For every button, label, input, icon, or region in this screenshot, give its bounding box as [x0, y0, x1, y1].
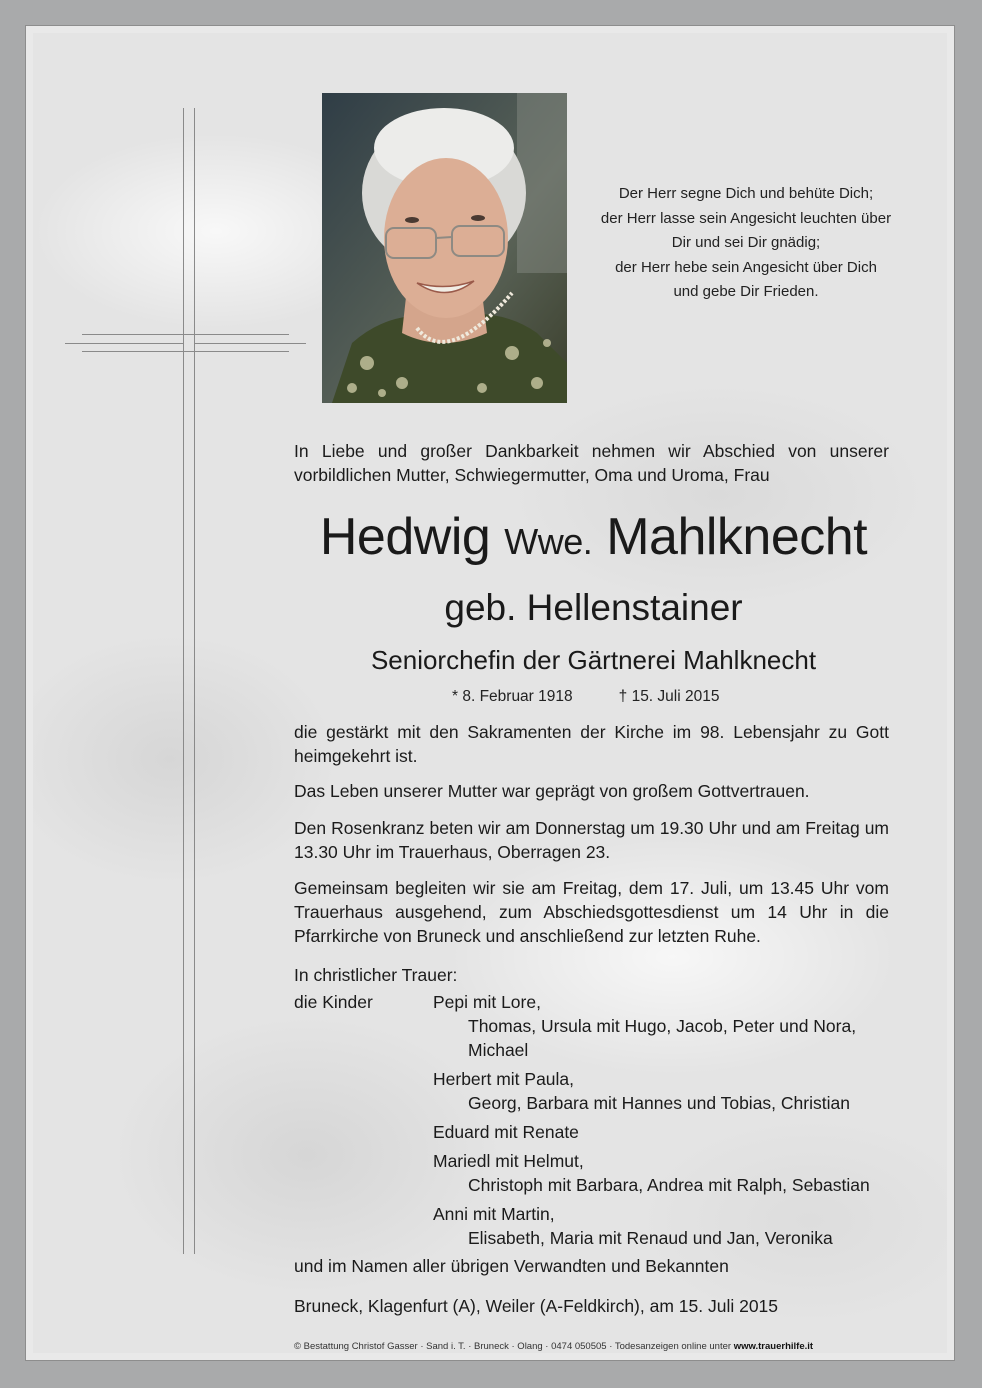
child-entry: Mariedl mit Helmut,: [433, 1151, 584, 1171]
grandchildren-entry: Thomas, Ursula mit Hugo, Jacob, Peter und Nora,: [468, 1016, 857, 1036]
paragraph-4: [294, 876, 889, 948]
grandchildren-entry: Christoph mit Barbara, Andrea mit Ralph, Sebastian: [468, 1175, 870, 1195]
intro-text: [294, 439, 889, 487]
paragraph-line: Gemeinsam begleiten wir sie am Freitag, dem 17. Juli, um 13.45 Uhr vom: [294, 878, 889, 898]
verse-line: der Herr lasse sein Angesicht leuchten über: [600, 209, 892, 227]
deceased-role: Seniorchefin der Gärtnerei Mahlknecht: [370, 645, 817, 675]
paragraph-1: [294, 720, 889, 768]
paragraph-line: heimgekehrt ist.: [294, 746, 418, 766]
child-entry: Eduard mit Renate: [433, 1122, 579, 1142]
footer: [294, 1340, 813, 1354]
paragraph-2: Das Leben unserer Mutter war geprägt von großem Gottvertrauen.: [294, 781, 810, 801]
intro-line: vorbildlichen Mutter, Schwiegermutter, Oma und Uroma, Frau: [294, 465, 770, 485]
verse-line: und gebe Dir Frieden.: [673, 283, 819, 300]
grandchildren-entry: Georg, Barbara mit Hannes und Tobias, Christian: [468, 1093, 850, 1113]
cross-stem: [183, 108, 195, 1254]
paragraph-line: 13.30 Uhr im Trauerhaus, Oberragen 23.: [294, 842, 611, 862]
child-entry: Anni mit Martin,: [433, 1204, 555, 1224]
birth-date: * 8. Februar 1918: [452, 688, 573, 705]
verse-line: der Herr hebe sein Angesicht über Dich: [615, 258, 877, 276]
portrait-photo: [322, 93, 567, 403]
deceased-name: [296, 505, 891, 574]
intro-line: In Liebe und großer Dankbarkeit nehmen wir Abschied von unserer: [294, 441, 889, 461]
verse-line: Der Herr segne Dich und behüte Dich;: [618, 185, 874, 202]
paragraph-line: Pfarrkirche von Bruneck und anschließend zur letzten Ruhe.: [294, 926, 761, 946]
children-label: die Kinder: [294, 992, 373, 1012]
closing-line: und im Namen aller übrigen Verwandten und Bekannten: [294, 1256, 729, 1276]
grandchildren-entry: Michael: [468, 1040, 529, 1060]
first-name: Hedwig: [319, 508, 491, 566]
life-dates: [452, 686, 719, 708]
grandchildren-entry: Elisabeth, Maria mit Renaud und Jan, Veronika: [468, 1228, 833, 1248]
paragraph-line: die gestärkt mit den Sakramenten der Kirche im 98. Lebensjahr zu Gott: [294, 722, 889, 742]
widow-status: Wwe.: [504, 521, 593, 562]
paragraph-line: Trauerhaus ausgehend, zum Abschiedsgottesdienst um 14 Uhr in die: [294, 902, 889, 922]
place-and-date: Bruneck, Klagenfurt (A), Weiler (A-Feldkirch), am 15. Juli 2015: [294, 1296, 779, 1316]
maiden-name: geb. Hellenstainer: [444, 587, 743, 628]
child-entry: Herbert mit Paula,: [433, 1069, 575, 1089]
verse-line: Dir und sei Dir gnädig;: [671, 234, 821, 251]
last-name: Mahlknecht: [606, 508, 868, 566]
paragraph-line: Den Rosenkranz beten wir am Donnerstag um 19.30 Uhr und am Freitag um: [294, 818, 889, 838]
bible-verse: [598, 182, 894, 305]
death-date: † 15. Juli 2015: [618, 688, 720, 705]
mourning-heading: In christlicher Trauer:: [294, 965, 458, 985]
footer-text: © Bestattung Christof Gasser · Sand i. T. · Bruneck · Olang · 0474 050505 · Todesanzeigen online unter: [294, 1341, 732, 1352]
footer-website-link[interactable]: www.trauerhilfe.it: [733, 1341, 814, 1352]
child-entry: Pepi mit Lore,: [433, 992, 541, 1012]
paragraph-3: [294, 816, 889, 864]
